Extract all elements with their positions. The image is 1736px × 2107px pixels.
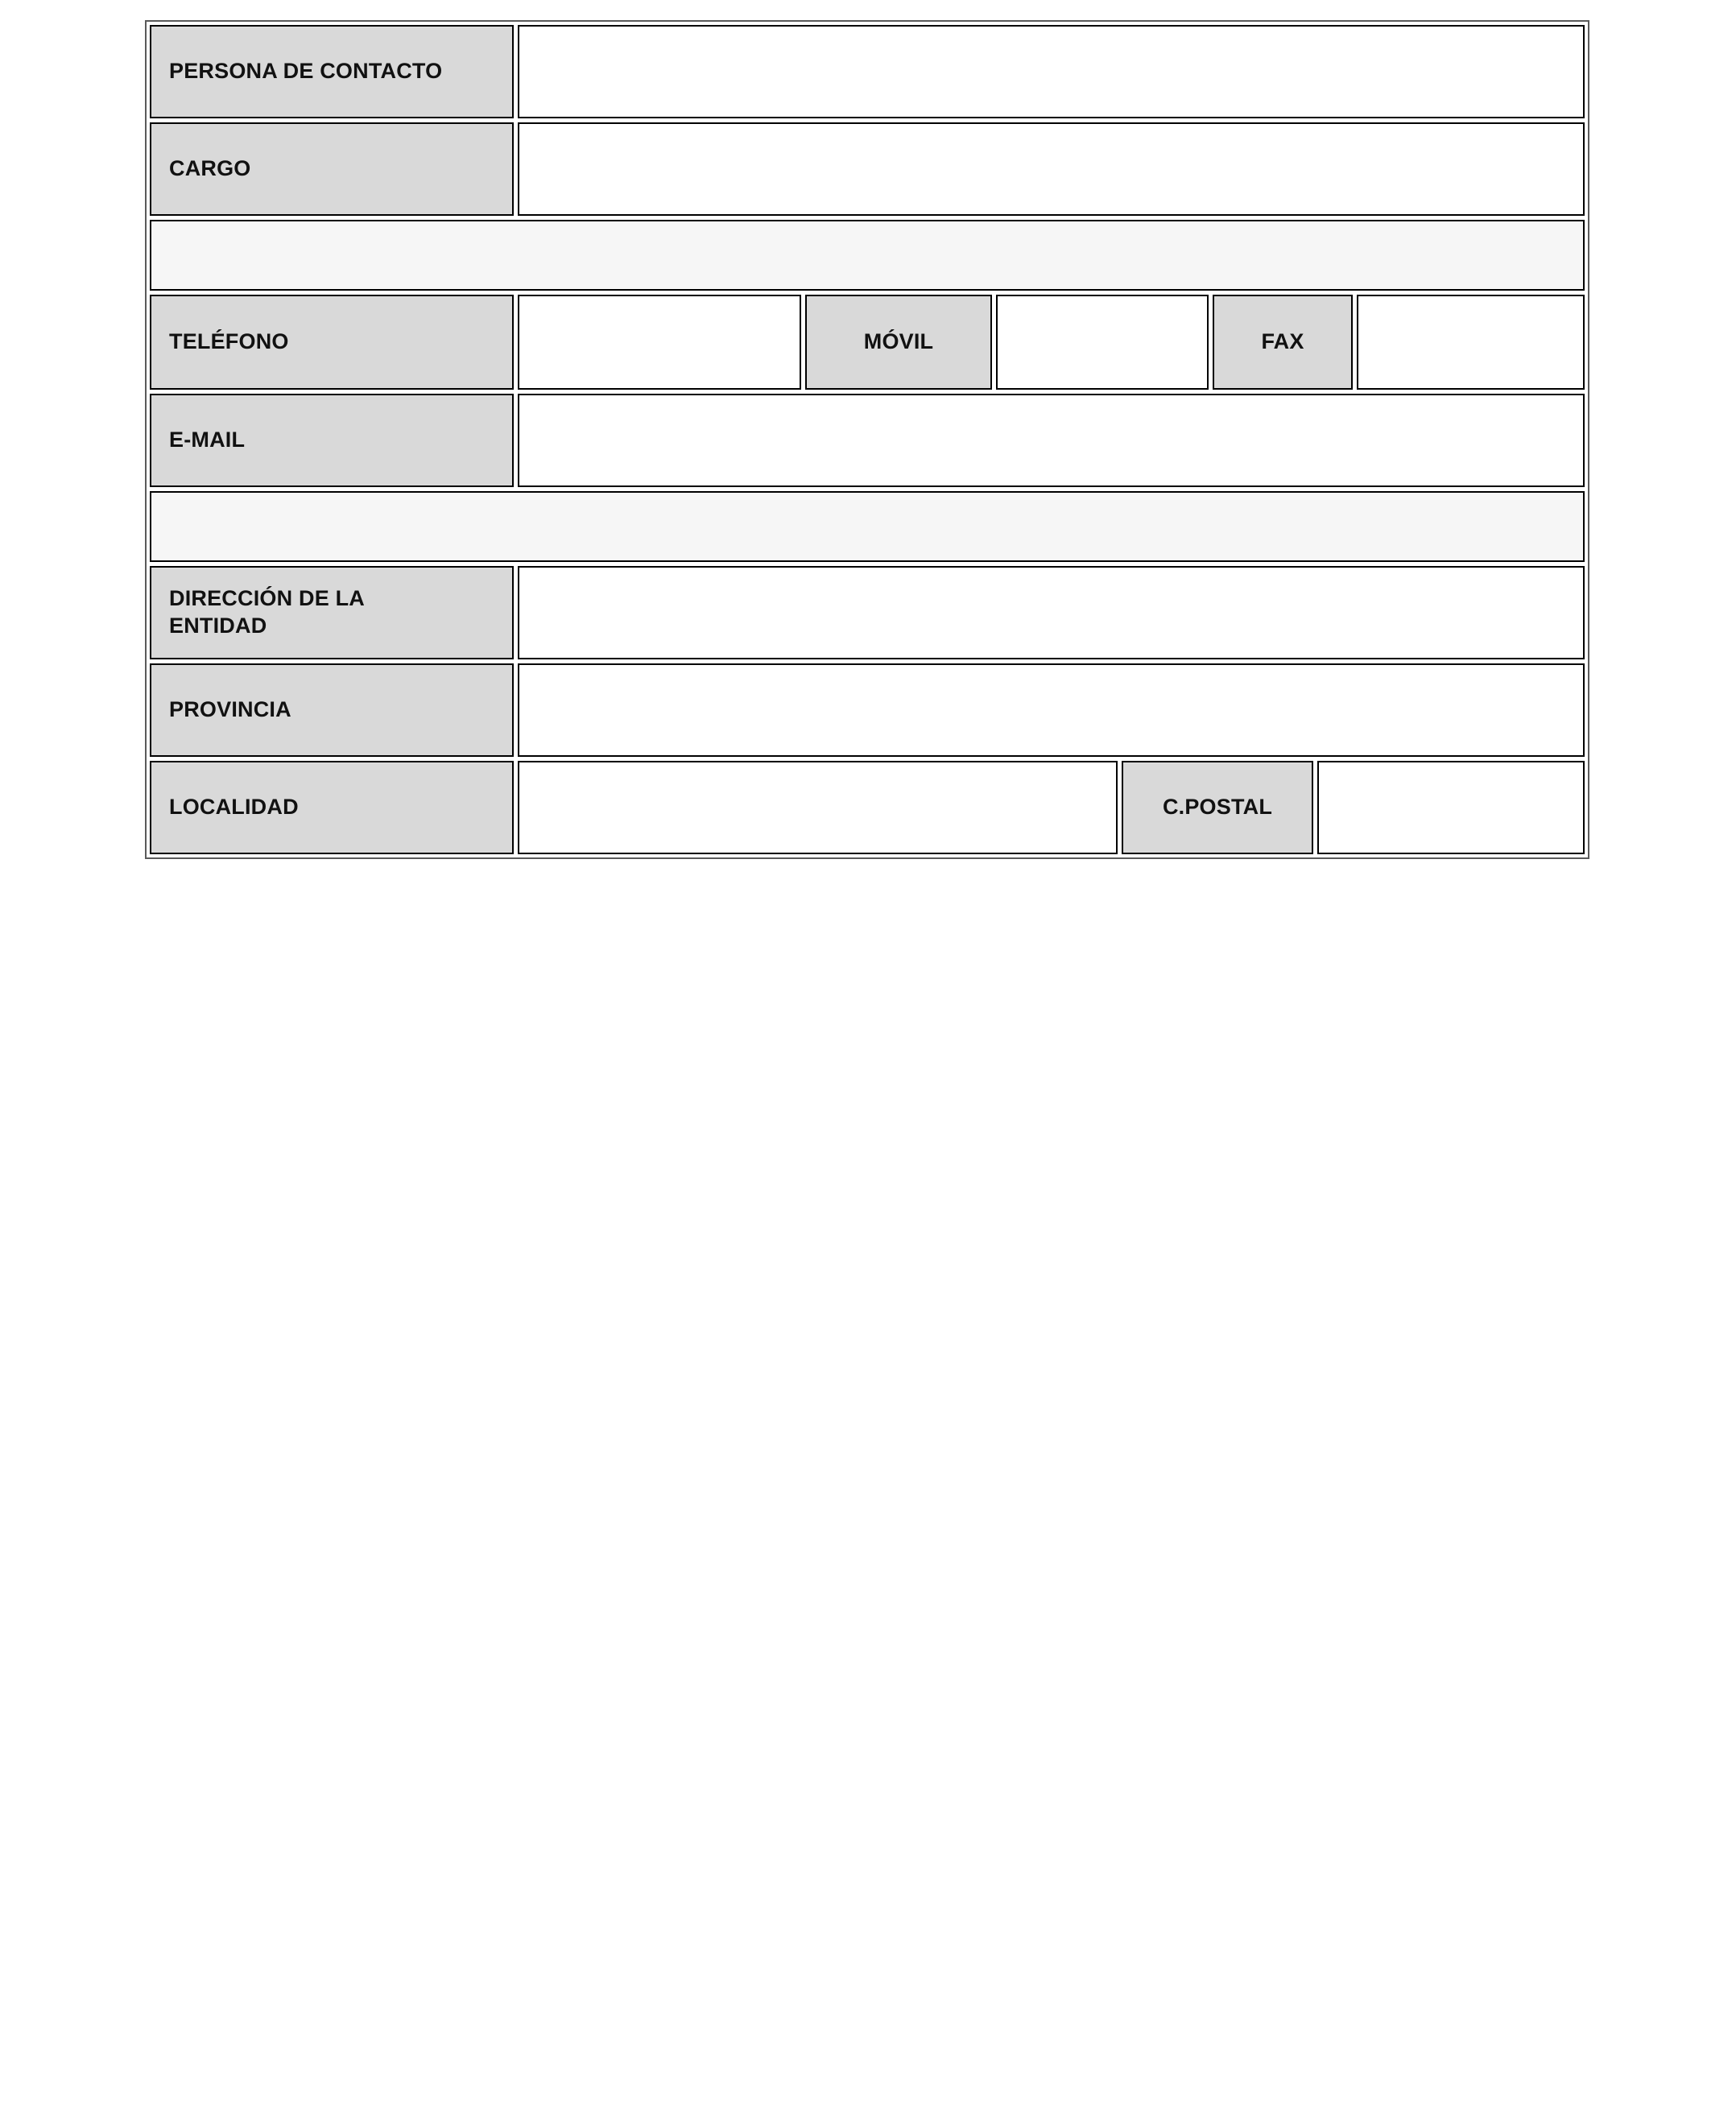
direccion-field-cell[interactable]	[518, 566, 1585, 659]
telefono-label	[150, 295, 514, 390]
telefono-label-text: TELÉFONO	[169, 329, 289, 354]
email-input[interactable]	[519, 395, 1583, 485]
persona-de-contacto-input[interactable]	[519, 27, 1583, 117]
email-label-text: E-MAIL	[169, 428, 246, 452]
direccion-input[interactable]	[519, 568, 1583, 658]
fax-label	[1213, 295, 1353, 390]
email-label	[150, 394, 514, 487]
spacer-cell-1	[150, 220, 1585, 291]
movil-label	[805, 295, 992, 390]
cpostal-label-text: C.POSTAL	[1162, 795, 1273, 820]
movil-input[interactable]	[998, 296, 1207, 388]
cargo-label	[150, 122, 514, 216]
telefono-field-cell[interactable]	[518, 295, 801, 390]
localidad-label	[150, 761, 514, 854]
direccion-label	[150, 566, 514, 659]
localidad-input[interactable]	[519, 762, 1116, 853]
provincia-field-cell[interactable]	[518, 663, 1585, 757]
form-row-provincia	[150, 663, 1585, 757]
contact-form-table	[145, 20, 1589, 859]
direccion-label-text: DIRECCIÓN DE LA ENTIDAD	[169, 586, 365, 638]
provincia-label-text: PROVINCIA	[169, 697, 291, 722]
fax-field-cell[interactable]	[1357, 295, 1585, 390]
form-row-localidad	[150, 761, 1585, 854]
persona-de-contacto-label	[150, 25, 514, 118]
movil-label-text: MÓVIL	[863, 329, 934, 354]
provincia-input[interactable]	[519, 665, 1583, 755]
provincia-label	[150, 663, 514, 757]
fax-label-text: FAX	[1261, 329, 1304, 354]
form-row-cargo	[150, 122, 1585, 216]
email-field-cell[interactable]	[518, 394, 1585, 487]
cpostal-field-cell[interactable]	[1317, 761, 1585, 854]
fax-input[interactable]	[1358, 296, 1583, 388]
localidad-label-text: LOCALIDAD	[169, 795, 299, 820]
cpostal-input[interactable]	[1319, 762, 1583, 853]
localidad-field-cell[interactable]	[518, 761, 1118, 854]
persona-de-contacto-field-cell[interactable]	[518, 25, 1585, 118]
form-row-email	[150, 394, 1585, 487]
spacer-cell-2	[150, 491, 1585, 562]
telefono-input[interactable]	[519, 296, 800, 388]
form-row-persona	[150, 25, 1585, 118]
cargo-label-text: CARGO	[169, 156, 251, 181]
form-row-spacer-1	[150, 220, 1585, 291]
cargo-field-cell[interactable]	[518, 122, 1585, 216]
persona-de-contacto-label-text: PERSONA DE CONTACTO	[169, 59, 443, 84]
cargo-input[interactable]	[519, 124, 1583, 214]
form-row-direccion	[150, 566, 1585, 659]
movil-field-cell[interactable]	[996, 295, 1209, 390]
cpostal-label	[1122, 761, 1313, 854]
form-row-telefono	[150, 295, 1585, 390]
form-row-spacer-2	[150, 491, 1585, 562]
